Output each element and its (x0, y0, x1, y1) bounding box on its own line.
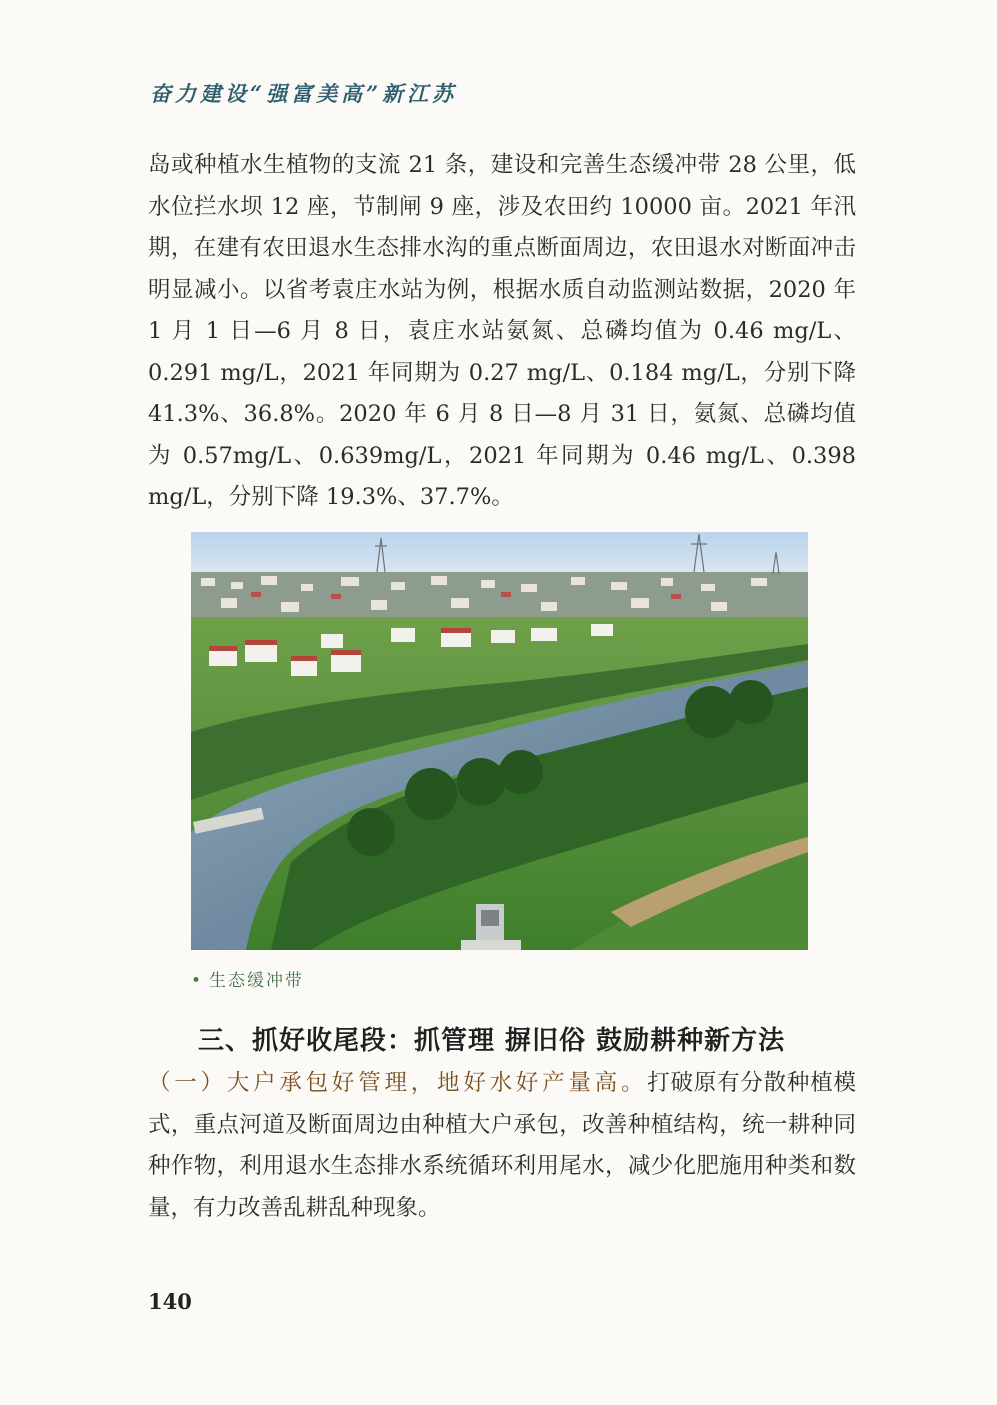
bullet-dot-icon: • (191, 971, 204, 991)
figure-caption-text: 生态缓冲带 (209, 971, 305, 991)
section-lead-in: （一）大户承包好管理，地好水好产量高。 (148, 1070, 648, 1096)
body-paragraph: 岛或种植水生植物的支流 21 条，建设和完善生态缓冲带 28 公里，低水位拦水坝 12 座，节制闸 9 座，涉及农田约 10000 亩。2021 年汛期，在建有农田退水生态排水沟的重点断面周边，农田退水对断面冲击明显减小。以省考袁庄水站为例，根据水质自动监测站数据，2020 年 1 月 1 日—6 月 8 日，袁庄水站氨氮、总磷均值为 0.46 mg/L、0.291 mg/L，2021 年同期为 0.27 mg/L、0.184 mg/L，分别下降 41.3%、36.8%。2020 年 6 月 8 日—8 月 31 日，氨氮、总磷均值为 0.57mg/L、0.639mg/L，2021 年同期为 0.46 mg/L、0.398 mg/L，分别下降 19.3%、37.7%。 (148, 152, 856, 510)
section-paragraph (148, 1063, 856, 1229)
running-header: 奋力建设“强富美高”新江苏 (150, 81, 458, 106)
page-number: 140 (148, 1289, 192, 1314)
section-heading: 三、抓好收尾段：抓管理 摒旧俗 鼓励耕种新方法 (198, 1026, 786, 1056)
section-body-text: 打破原有分散种植模式，重点河道及断面周边由种植大户承包，改善种植结构，统一耕种同种作物，利用退水生态排水系统循环利用尾水，减少化肥施用种类和数量，有力改善乱耕乱种现象。 (148, 1070, 856, 1221)
figure-caption (191, 966, 304, 991)
ecological-buffer-photo (191, 532, 808, 950)
